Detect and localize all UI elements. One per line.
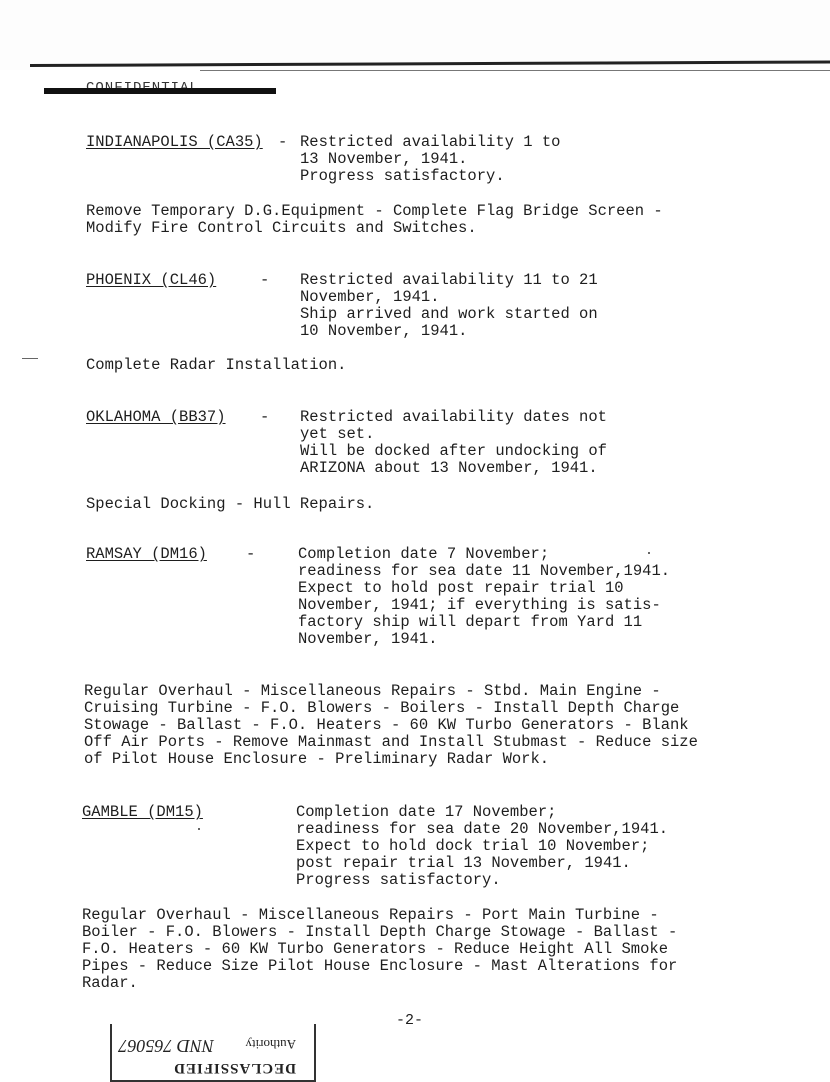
status-line: readiness for sea date 20 November,1941. (296, 820, 669, 838)
ship-dash: - (246, 545, 256, 563)
status-line: Completion date 7 November; (298, 545, 550, 563)
work-line: F.O. Heaters - 60 KW Turbo Generators - Reduce Height All Smoke (82, 940, 668, 958)
work-line: Stowage - Ballast - F.O. Heaters - 60 KW Turbo Generators - Blank (84, 716, 689, 734)
work-line: Complete Radar Installation. (86, 356, 347, 374)
status-line: Restricted availability 11 to 21 (300, 271, 598, 289)
status-line: Expect to hold dock trial 10 November; (296, 837, 650, 855)
status-line: Progress satisfactory. (296, 871, 501, 889)
work-line: Regular Overhaul - Miscellaneous Repairs - Port Main Turbine - (82, 906, 659, 924)
ship-name-gamble: GAMBLE (DM15) (82, 803, 203, 821)
ship-dash: - (260, 408, 270, 426)
status-line: factory ship will depart from Yard 11 (298, 613, 643, 631)
stamp-authority-number: NND 765067 (118, 1036, 214, 1056)
status-line: Restricted availability dates not (300, 408, 607, 426)
status-line: Ship arrived and work started on (300, 305, 598, 323)
work-line: Boiler - F.O. Blowers - Install Depth Charge Stowage - Ballast - (82, 923, 678, 941)
status-line: Expect to hold post repair trial 10 (298, 579, 624, 597)
work-line: Modify Fire Control Circuits and Switches. (86, 219, 477, 237)
status-line: yet set. (300, 425, 375, 443)
page-edge-shadow (200, 70, 830, 71)
ship-name-ramsay: RAMSAY (DM16) (86, 545, 207, 563)
declassified-stamp (110, 1024, 316, 1082)
work-line: Remove Temporary D.G.Equipment - Complete Flag Bridge Screen - (86, 202, 663, 220)
status-line: November, 1941. (300, 288, 440, 306)
stamp-authority-label: Authority (245, 1037, 296, 1052)
ship-dash: - (278, 133, 288, 151)
status-line: ARIZONA about 13 November, 1941. (300, 459, 598, 477)
ship-name-oklahoma: OKLAHOMA (BB37) (86, 408, 226, 426)
stamp-title: DECLASSIFIED (173, 1060, 296, 1076)
work-line: Radar. (82, 974, 138, 992)
work-line: Special Docking - Hull Repairs. (86, 495, 375, 513)
ship-dash: - (260, 271, 270, 289)
scan-speck (22, 358, 38, 359)
work-line: of Pilot House Enclosure - Preliminary Radar Work. (84, 750, 550, 768)
status-line: Will be docked after undocking of (300, 442, 607, 460)
status-line: November, 1941; if everything is satis- (298, 596, 661, 614)
status-line: Completion date 17 November; (296, 803, 557, 821)
work-line: Off Air Ports - Remove Mainmast and Install Stubmast - Reduce size (84, 733, 698, 751)
work-line: Regular Overhaul - Miscellaneous Repairs - Stbd. Main Engine - (84, 682, 661, 700)
status-line: post repair trial 13 November, 1941. (296, 854, 631, 872)
scan-speck (648, 552, 650, 554)
ship-name-phoenix: PHOENIX (CL46) (86, 271, 217, 289)
status-line: Restricted availability 1 to (300, 133, 561, 151)
status-line: November, 1941. (298, 630, 438, 648)
work-line: Pipes - Reduce Size Pilot House Enclosure - Mast Alterations for (82, 957, 678, 975)
work-line: Cruising Turbine - F.O. Blowers - Boilers - Install Depth Charge (84, 699, 680, 717)
classification-strikeout (44, 88, 276, 94)
ship-name-indianapolis: INDIANAPOLIS (CA35) (86, 133, 263, 151)
status-line: 13 November, 1941. (300, 150, 468, 168)
status-line: readiness for sea date 11 November,1941. (298, 562, 671, 580)
status-line: 10 November, 1941. (300, 322, 468, 340)
scan-speck (198, 828, 200, 830)
status-line: Progress satisfactory. (300, 167, 505, 185)
page-top-margin (0, 0, 830, 70)
page-number: -2- (396, 1012, 424, 1029)
